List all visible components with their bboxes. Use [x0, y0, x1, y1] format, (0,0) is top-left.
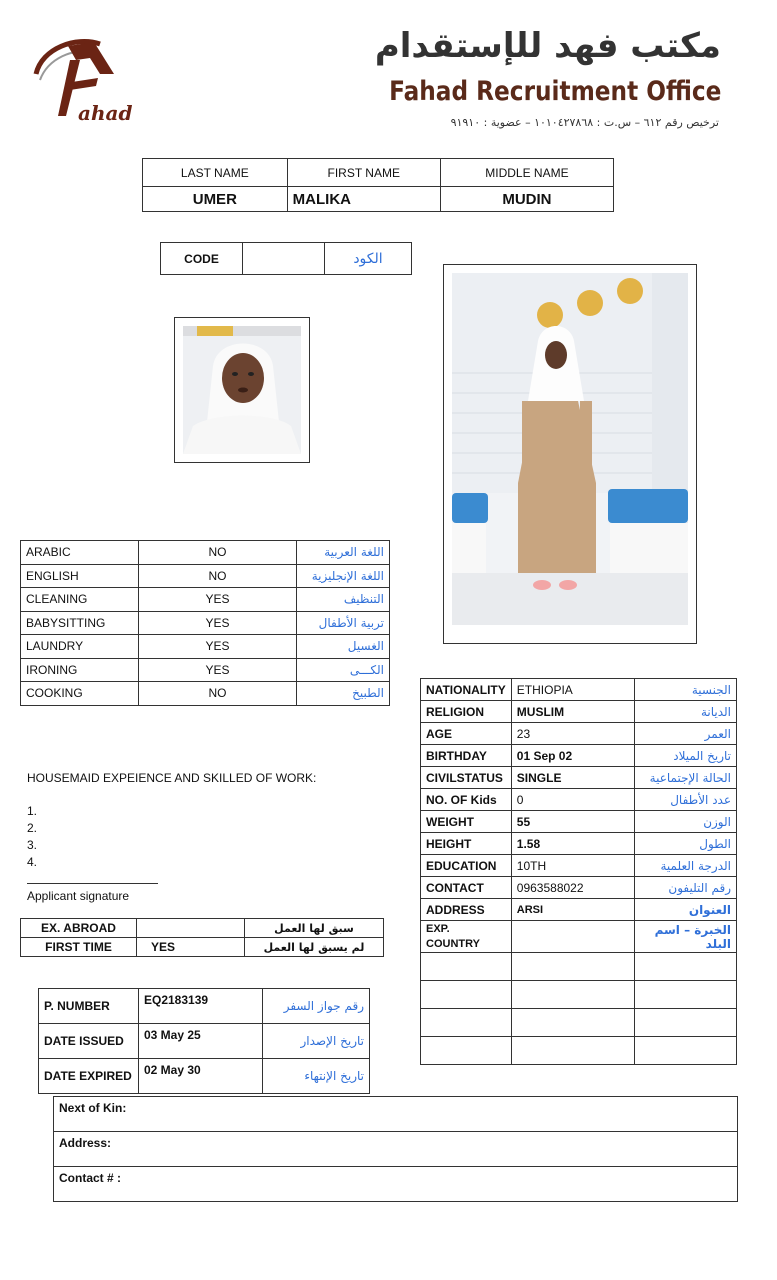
passport-row: [39, 989, 370, 1024]
signature-label: Applicant signature: [27, 889, 130, 903]
experience-row: [421, 1037, 737, 1065]
first-time-value: YES: [137, 938, 245, 957]
middle-name-value: MUDIN: [440, 187, 613, 212]
personal-label: AGE: [421, 723, 512, 745]
experience-cell: [634, 981, 736, 1009]
experience-item: 3.: [27, 838, 38, 852]
experience-label-line2: COUNTRY: [426, 937, 480, 950]
skill-label-arabic: اللغة العربية: [297, 541, 390, 565]
experience-cell: [421, 953, 512, 981]
personal-row: [421, 877, 737, 899]
personal-value: MUSLIM: [511, 701, 634, 723]
next-of-kin-table: [53, 1096, 738, 1202]
next-of-kin-label: Next of Kin:: [54, 1097, 738, 1132]
personal-value: SINGLE: [511, 767, 634, 789]
personal-value: 0963588022: [511, 877, 634, 899]
skill-label: COOKING: [21, 682, 139, 706]
personal-row: [421, 701, 737, 723]
skill-value: YES: [139, 588, 297, 612]
personal-label: BIRTHDAY: [421, 745, 512, 767]
passport-label: P. NUMBER: [39, 989, 139, 1024]
code-value: [243, 243, 325, 275]
personal-value: 10TH: [511, 855, 634, 877]
fahad-logo: [28, 34, 132, 126]
experience-item: 4.: [27, 855, 38, 869]
experience-cell: [511, 981, 634, 1009]
ex-abroad-label: EX. ABROAD: [21, 919, 137, 938]
personal-info-table: [420, 678, 737, 1065]
experience-label-line1: EXP.: [426, 922, 450, 935]
personal-label-arabic: الجنسية: [634, 679, 736, 701]
personal-label: WEIGHT: [421, 811, 512, 833]
personal-row: [421, 811, 737, 833]
experience-cell: [634, 1037, 736, 1065]
personal-label-arabic: الطول: [634, 833, 736, 855]
personal-label-arabic: رقم التليفون: [634, 877, 736, 899]
skill-row: [21, 635, 390, 659]
housemaid-experience-heading: HOUSEMAID EXPEIENCE AND SKILLED OF WORK:: [27, 771, 317, 785]
abroad-table: [20, 918, 384, 957]
code-table: [160, 242, 412, 275]
skill-row: [21, 588, 390, 612]
skill-label-arabic: اللغة الإنجليزية: [297, 564, 390, 588]
personal-label: ADDRESS: [421, 899, 512, 921]
skill-row: [21, 682, 390, 706]
skill-row: [21, 564, 390, 588]
personal-label-arabic: الدرجة العلمية: [634, 855, 736, 877]
first-name-header: FIRST NAME: [287, 159, 440, 187]
personal-label: CONTACT: [421, 877, 512, 899]
name-table: [142, 158, 614, 212]
passport-label: DATE EXPIRED: [39, 1059, 139, 1094]
skill-row: [21, 658, 390, 682]
personal-label: EDUCATION: [421, 855, 512, 877]
full-body-photo-image: [452, 273, 688, 625]
personal-label-arabic: عدد الأطفال: [634, 789, 736, 811]
skill-value: NO: [139, 564, 297, 588]
experience-row: [421, 953, 737, 981]
experience-header-row: [421, 921, 737, 953]
office-license: ترخيص رقم ٦١٢ – س.ت : ١٠١٠٤٢٧٨٦٨ – عضوية : ٩١٩١٠: [450, 116, 719, 129]
passport-label: DATE ISSUED: [39, 1024, 139, 1059]
kin-contact-label: Contact # :: [54, 1167, 738, 1202]
code-label-arabic: الكود: [325, 243, 412, 275]
personal-label-arabic: الديانة: [634, 701, 736, 723]
personal-label-arabic: الحالة الإجتماعية: [634, 767, 736, 789]
first-time-label: FIRST TIME: [21, 938, 137, 957]
passport-value: 03 May 25: [139, 1024, 263, 1059]
skill-label: ENGLISH: [21, 564, 139, 588]
personal-label-arabic: العمر: [634, 723, 736, 745]
last-name-header: LAST NAME: [143, 159, 288, 187]
experience-cell: [421, 1009, 512, 1037]
personal-label: NO. OF Kids: [421, 789, 512, 811]
passport-label-arabic: تاريخ الإصدار: [263, 1024, 370, 1059]
abroad-row: [21, 938, 384, 957]
personal-row: [421, 899, 737, 921]
experience-label-arabic: الخبرة – اسم البلد: [634, 921, 736, 953]
experience-label: [421, 921, 512, 953]
personal-value: ARSI: [511, 899, 634, 921]
middle-name-header: MIDDLE NAME: [440, 159, 613, 187]
skill-label: LAUNDRY: [21, 635, 139, 659]
personal-label-arabic: الوزن: [634, 811, 736, 833]
skill-label: CLEANING: [21, 588, 139, 612]
signature-line: [27, 883, 158, 884]
code-label: CODE: [161, 243, 243, 275]
personal-label: NATIONALITY: [421, 679, 512, 701]
ex-abroad-label-arabic: سبق لها العمل: [245, 919, 384, 938]
personal-label-arabic: العنوان: [634, 899, 736, 921]
personal-row: [421, 679, 737, 701]
personal-label-arabic: تاريخ الميلاد: [634, 745, 736, 767]
skill-label-arabic: الطبيخ: [297, 682, 390, 706]
personal-row: [421, 833, 737, 855]
kin-address-label: Address:: [54, 1132, 738, 1167]
office-name-arabic: مكتب فهد للإستقدام: [374, 26, 721, 66]
full-body-photo: [443, 264, 697, 644]
skill-label-arabic: التنظيف: [297, 588, 390, 612]
abroad-row: [21, 919, 384, 938]
portrait-photo-image: [183, 326, 301, 454]
ex-abroad-value: [137, 919, 245, 938]
skill-row: [21, 541, 390, 565]
passport-value: EQ2183139: [139, 989, 263, 1024]
experience-cell: [634, 953, 736, 981]
personal-row: [421, 855, 737, 877]
experience-cell: [421, 1037, 512, 1065]
skill-row: [21, 611, 390, 635]
personal-value: 55: [511, 811, 634, 833]
skill-label: IRONING: [21, 658, 139, 682]
passport-row: [39, 1059, 370, 1094]
personal-row: [421, 723, 737, 745]
personal-value: 1.58: [511, 833, 634, 855]
personal-row: [421, 767, 737, 789]
experience-cell: [511, 1037, 634, 1065]
personal-value: 23: [511, 723, 634, 745]
personal-label: RELIGION: [421, 701, 512, 723]
personal-value: 0: [511, 789, 634, 811]
portrait-photo: [174, 317, 310, 463]
skill-value: YES: [139, 611, 297, 635]
passport-row: [39, 1024, 370, 1059]
passport-label-arabic: تاريخ الإنتهاء: [263, 1059, 370, 1094]
personal-value: ETHIOPIA: [511, 679, 634, 701]
skill-label: ARABIC: [21, 541, 139, 565]
passport-label-arabic: رقم جواز السفر: [263, 989, 370, 1024]
last-name-value: UMER: [143, 187, 288, 212]
experience-item: 2.: [27, 821, 38, 835]
experience-cell: [634, 1009, 736, 1037]
personal-label: CIVILSTATUS: [421, 767, 512, 789]
experience-row: [421, 1009, 737, 1037]
skill-label-arabic: تربية الأطفال: [297, 611, 390, 635]
skill-label-arabic: الغسيل: [297, 635, 390, 659]
skill-value: NO: [139, 541, 297, 565]
skill-value: NO: [139, 682, 297, 706]
skill-label-arabic: الكـــى: [297, 658, 390, 682]
skills-table: [20, 540, 390, 706]
office-name-english: Fahad Recruitment Office: [388, 76, 721, 107]
experience-cell: [421, 981, 512, 1009]
personal-row: [421, 745, 737, 767]
experience-value: [511, 921, 634, 953]
experience-row: [421, 981, 737, 1009]
skill-label: BABYSITTING: [21, 611, 139, 635]
skill-value: YES: [139, 658, 297, 682]
experience-item: 1.: [27, 804, 38, 818]
passport-value: 02 May 30: [139, 1059, 263, 1094]
skill-value: YES: [139, 635, 297, 659]
personal-row: [421, 789, 737, 811]
personal-label: HEIGHT: [421, 833, 512, 855]
experience-cell: [511, 1009, 634, 1037]
experience-cell: [511, 953, 634, 981]
svg-text:ahad: ahad: [78, 101, 132, 125]
personal-value: 01 Sep 02: [511, 745, 634, 767]
first-time-label-arabic: لم يسبق لها العمل: [245, 938, 384, 957]
passport-table: [38, 988, 370, 1094]
first-name-value: MALIKA: [287, 187, 440, 212]
